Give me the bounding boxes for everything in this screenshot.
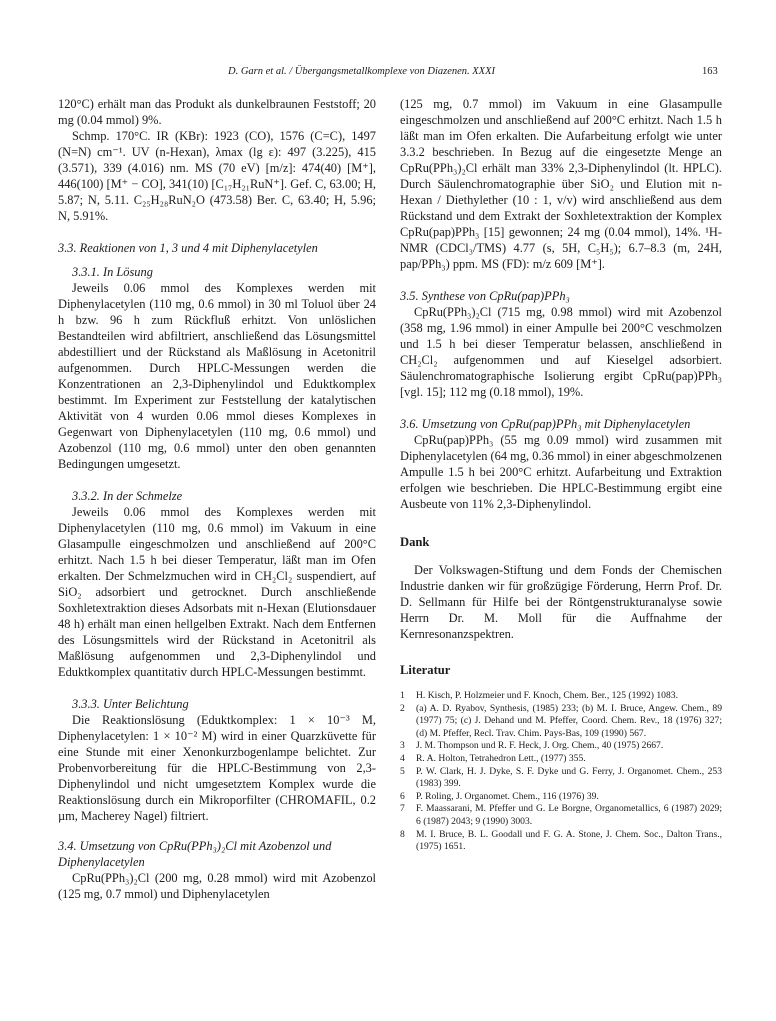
reference-item [400,829,722,854]
references-section [400,662,722,854]
reference-item [400,791,722,804]
reference-number: 2 [400,702,405,714]
reference-text: M. I. Bruce, B. L. Goodall und F. G. A. Stone, J. Chem. Soc., Dalton Trans., (1975) 1651. [416,828,722,853]
reference-text: R. A. Holton, Tetrahedron Lett., (1977) 355. [416,752,586,764]
paragraph-3-6: CpRu(pap)PPh₃ (55 mg 0.09 mmol) wird zusammen mit Diphenylacetylen (64 mg, 0.36 mmol) in einer abgeschmolzenen Ampulle 1.5 h bei 200°C erhitzt. Aufarbeitung und Extraktion erfolgen wie beschrieben. Die HPLC-Bestimmung ergibt eine Ausbeute von 11% 2,3-Diphenylindol. [400,433,722,511]
reference-item [400,803,722,828]
page-number: 163 [702,66,718,77]
section-heading-3-3: 3.3. Reaktionen von 1, 3 und 4 mit Diphenylacetylen [58,241,318,255]
subsection-heading-3-3-1: 3.3.1. In Lösung [72,265,153,279]
paragraph-3-3-1: Jeweils 0.06 mmol des Komplexes werden mit Diphenylacetylen (110 mg, 0.6 mmol) in 30 ml Toluol über 24 h bzw. 96 h zum Rückfluß erhitzt. Von unlöslichen Bestandteilen wird abfiltriert, anschließend das Lösungsmittel abdestilliert und der Rückstand als Maßlösung in Acetonitril aufgenommen. Durch HPLC-Messungen werden die Konzentrationen an 2,3-Diphenylindol und Eduktkomplex bestimmt. Im Experiment zur Feststellung der katalytischen Aktivität von 4 wurden 0.06 mmol dieses Komplexes in Gegenwart von Diphenylacetylen (110 mg, 0.6 mmol) und Azobenzol (110 mg, 0.6 mmol) unter den oben genannten Bedingungen umgesetzt. [58,281,376,471]
acknowledgement-heading: Dank [400,535,430,549]
paragraph-characterization: Schmp. 170°C. IR (KBr): 1923 (CO), 1576 (C=C), 1497 (N=N) cm⁻¹. UV (n-Hexan), λmax (lg ε): 497 (3.225), 415 (3.571), 339 (4.016) nm. MS (70 eV) [m/z]: 474(40) [M⁺], 446(100) [M⁺ − CO], 341(10) [C₁₇H₂₁RuN⁺]. Gef. C, 63.00; H, 5.87; N, 5.11. C₂₅H₂₈RuN₂O (473.58) Ber. C, 63.40; H, 5.96; N, 5.91%. [58,129,376,223]
reference-text: P. W. Clark, H. J. Dyke, S. F. Dyke und G. Ferry, J. Organomet. Chem., 253 (1983) 399. [416,765,722,790]
reference-text: (a) A. D. Ryabov, Synthesis, (1985) 233; (b) M. I. Bruce, Angew. Chem., 89 (1977) 75; (c) J. Dehand und M. Pfeffer, Coord. Chem. Rev., 18 (1976) 327; (d) M. Pfeffer, Recl. Trav. Chim. Pays-Bas, 109 (1990) 567. [416,702,722,739]
reference-number: 3 [400,740,405,752]
subsection-heading-3-3-2: 3.3.2. In der Schmelze [72,489,183,503]
reference-number: 4 [400,752,405,764]
running-title: D. Garn et al. / Übergangsmetallkomplexe von Diazenen. XXXI [228,66,496,77]
reference-number: 5 [400,765,405,777]
reference-number: 8 [400,828,405,840]
section-heading-3-4: 3.4. Umsetzung von CpRu(PPh₃)₂Cl mit Azobenzol und Diphenylacetylen [58,839,332,869]
reference-item [400,690,722,703]
reference-item [400,703,722,741]
reference-text: J. M. Thompson und R. F. Heck, J. Org. Chem., 40 (1975) 2667. [416,740,664,752]
reference-text: P. Roling, J. Organomet. Chem., 116 (1976) 39. [416,790,599,802]
right-column [400,96,722,854]
reference-list [400,690,722,854]
subsection-heading-3-3-3: 3.3.3. Unter Belichtung [72,697,189,711]
running-header [0,66,776,82]
paragraph-3-3-3: Die Reaktionslösung (Eduktkomplex: 1 × 10⁻³ M, Diphenylacetylen: 1 × 10⁻² M) wird in einer Quarzküvette für eine Stunde mit einer Xenonkurzbogenlampe belichtet. Zur Probenvorbereitung für die HPLC-Bestimmung von 2,3-Diphenylindol und nicht umgesetztem Komplex wurde die Reaktionslösung durch ein Mikroporfilter (CHROMAFIL, 0.2 µm, Macherey Nagel) filtriert. [58,713,376,823]
acknowledgement-paragraph: Der Volkswagen-Stiftung und dem Fonds der Chemischen Industrie danken wir für großzügige Förderung, Herrn Prof. Dr. D. Sellmann für Hilfe bei der Röntgenstrukturanalyse sowie Herrn Dr. M. Moll für die Auffnahme der Kernresonanzspektren. [400,563,722,641]
reference-text: F. Maassarani, M. Pfeffer und G. Le Borgne, Organometallics, 6 (1987) 2029; 6 (1987) 2043; 9 (1990) 3003. [416,803,722,827]
references-heading: Literatur [400,663,451,677]
reference-number: 6 [400,790,405,802]
paragraph-product: 120°C) erhält man das Produkt als dunkelbraunen Feststoff; 20 mg (0.04 mmol) 9%. [58,97,376,127]
left-column [58,96,376,902]
paragraph-3-4: CpRu(PPh₃)₂Cl (200 mg, 0.28 mmol) wird mit Azobenzol (125 mg, 0.7 mmol) und Diphenylacetylen [58,871,376,901]
reference-number: 7 [400,803,405,815]
paragraph-3-4-continued: (125 mg, 0.7 mmol) im Vakuum in eine Glasampulle eingeschmolzen und anschließend auf 200°C erhitzt. Nach 1.5 h läßt man im Ofen erkalten. Die Aufarbeitung erfolgt wie unter 3.3.2 beschrieben. In Bezug auf die eingesetzte Menge an CpRu(PPh₃)₂Cl erhält man 33% 2,3-Diphenylindol (lt. HPLC). Durch Säulenchromatographie über SiO₂ und Elution mit n-Hexan / Diethylether (10 : 1, v/v) wird anschließend aus dem Rückstand und dem Extrakt der Soxhletextraktion der Komplex CpRu(pap)PPh₃ [15] gewonnen; 24 mg (0.04 mmol), 14%. ¹H-NMR (CDCl₃/TMS) 4.77 (s, 5H, C₅H₅); 6.7–8.3 (m, 24H, pap/PPh₃) ppm. MS (FD): m/z 609 [M⁺]. [400,97,722,271]
section-heading-3-6: 3.6. Umsetzung von CpRu(pap)PPh₃ mit Diphenylacetylen [400,417,691,431]
reference-number: 1 [400,690,405,701]
reference-item [400,753,722,766]
reference-item [400,740,722,753]
section-heading-3-5: 3.5. Synthese von CpRu(pap)PPh₃ [400,289,570,303]
paragraph-3-5: CpRu(PPh₃)₂Cl (715 mg, 0.98 mmol) wird mit Azobenzol (358 mg, 1.96 mmol) in einer Ampulle bei 200°C veschmolzen und 1.5 h bei dieser Temperatur belassen, anschließend in CH₂Cl₂ aufgenommen und auf Kieselgel adsorbiert. Säulenchromatographische Isolierung ergibt CpRu(pap)PPh₃ [vgl. 15]; 112 mg (0.18 mmol), 19%. [400,305,722,399]
reference-item [400,766,722,791]
reference-text: H. Kisch, P. Holzmeier und F. Knoch, Chem. Ber., 125 (1992) 1083. [416,690,678,701]
paragraph-3-3-2: Jeweils 0.06 mmol des Komplexes werden mit Diphenylacetylen (110 mg, 0.6 mmol) im Vakuum in eine Glasampulle eingeschmolzen und anschließend auf 200°C erhitzt. Nach 1.5 h bei dieser Temperatur, läßt man im Ofen erkalten. Der Schmelzmuchen wird in CH₂Cl₂ suspendiert, auf SiO₂ adsorbiert und getrocknet. Durch anschließende Soxhletextraktion dieses Adsorbats mit n-Hexan (Elutionsdauer 48 h) erhält man einen hellgelben Extrakt. Nach dem Entfernen des Lösungsmittels wird der Rückstand in Acetonitril als Maßlösung aufgenommen und 2,3-Diphenylindol und Eduktkomplex quantitativ durch HPLC-Messungen bestimmt. [58,505,376,679]
